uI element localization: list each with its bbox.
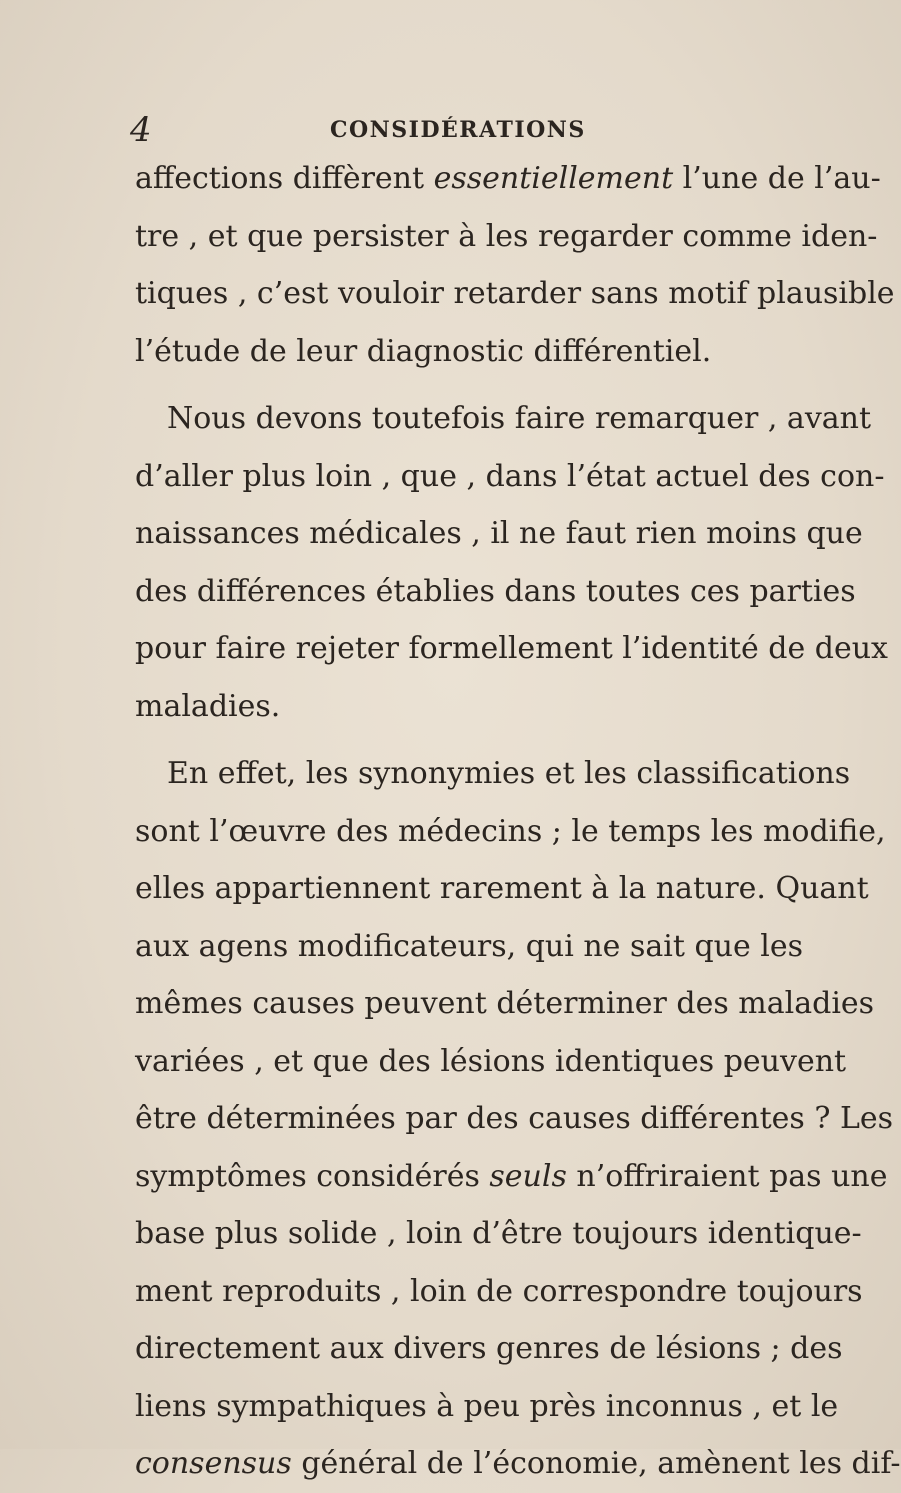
text-line: sont l’œuvre des médecins ; le temps les modifie, [135,813,886,849]
body-text [135,150,901,1493]
text-line: variées , et que des lésions identiques peuvent [135,1043,847,1079]
text-line: naissances médicales , il ne faut rien moins que [135,516,863,551]
paragraph-gap [135,380,767,390]
text-line: affections diffèrent essentiellement l’une de l’au- [135,161,881,196]
text-line: ment reproduits , loin de correspondre toujours [135,1273,863,1309]
text-line: mêmes causes peuvent déterminer des maladies [135,986,875,1021]
text-line: maladies. [135,688,281,724]
text-line: directement aux divers genres de lésions ; des [135,1331,843,1366]
running-head: CONSIDÉRATIONS [330,117,586,143]
text-line: liens sympathiques à peu près inconnus , et le [135,1388,839,1424]
page-header [130,108,770,152]
text-line: consensus général de l’économie, amènent les dif- [135,1446,901,1481]
text-line: Nous devons toutefois faire remarquer , avant [167,401,872,436]
italic-word-essentiellement: essentiellement [433,161,674,196]
text-line: elles appartiennent rarement à la nature. Quant [135,871,869,906]
paragraph-3 [135,745,901,1493]
italic-word-seuls: seuls [489,1158,567,1194]
text-line: l’étude de leur diagnostic différentiel. [135,333,712,369]
paragraph-gap [135,735,767,745]
text-line: base plus solide , loin d’être toujours identique- [135,1216,862,1251]
text-line: être déterminées par des causes différentes ? Les [135,1101,894,1136]
text-line: des différences établies dans toutes ces parties [135,573,856,609]
text-line: tiques , c’est vouloir retarder sans motif plausible [135,276,895,311]
page-number: 4 [130,110,150,150]
paragraph-2 [135,390,888,735]
italic-word-consensus: consensus [135,1446,292,1481]
text-line: tre , et que persister à les regarder comme iden- [135,218,878,254]
paragraph-1 [135,150,895,380]
text-line: d’aller plus loin , que , dans l’état actuel des con- [135,458,885,494]
text-line: aux agens modificateurs, qui ne sait que les [135,928,803,964]
text-line: pour faire rejeter formellement l’identité de deux [135,631,888,666]
text-line: symptômes considérés seuls n’offriraient pas une [135,1158,888,1194]
text-line: En effet, les synonymies et les classifications [167,756,851,791]
